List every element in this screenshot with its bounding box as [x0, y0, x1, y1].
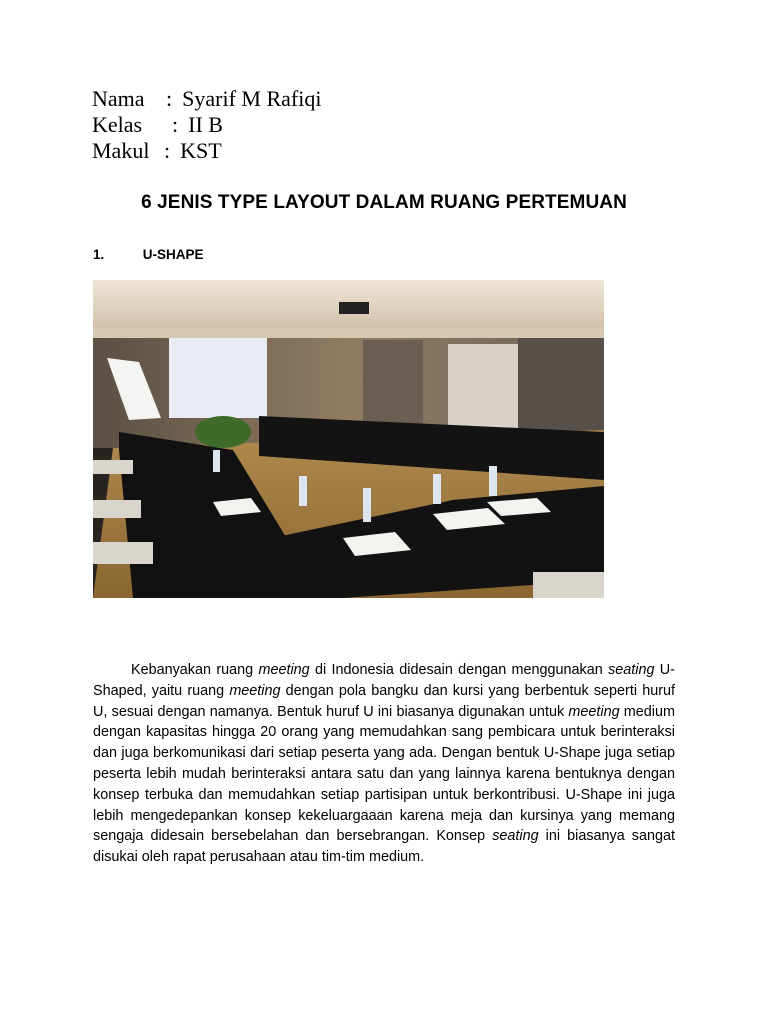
- info-separator: :: [166, 86, 173, 111]
- info-label: Makul: [92, 138, 150, 163]
- paragraph-text: U-Shaped, yaitu ruang: [93, 662, 675, 699]
- info-separator: :: [172, 112, 179, 137]
- paragraph-text: ini biasanya sangat disukai oleh rapat perusahaan atau tim-tim medium.: [93, 828, 675, 866]
- paragraph-text: medium dengan kapasitas hingga 20 orang yang memudahkan sang pembicara untuk berinteraksi dan juga berkomunikasi dari setiap peserta yang ada. Dengan bentuk U-Shape juga setiap peserta lebih mudah berinteraksi antara satu dan yang lainnya karena bentuknya dengan konsep terbuka dan memudahkan setiap partisipan untuk berkontribusi. U-Shape ini juga lebih mengedepankan konsep kekeluargaaan karena meja dan kursinya yang memang sengaja didesain bersebelahan dan bersebrangan. Konsep: [93, 703, 675, 845]
- meeting-room-photo: [93, 280, 604, 598]
- paragraph-text: di Indonesia didesain dengan menggunakan: [309, 662, 609, 678]
- info-row-nama: [92, 86, 321, 112]
- student-info: [92, 86, 321, 164]
- paragraph-text: dengan pola bangku dan kursi yang berbentuk seperti huruf U, sesuai dengan namanya. Bentuk huruf U ini biasanya digunakan untuk: [93, 682, 676, 720]
- page-title: 6 JENIS TYPE LAYOUT DALAM RUANG PERTEMUAN: [141, 192, 627, 213]
- paragraph-term: meeting: [229, 682, 281, 699]
- info-value: II B: [188, 112, 223, 137]
- info-row-kelas: [92, 112, 321, 138]
- section-heading: [93, 246, 204, 264]
- info-label: Kelas: [92, 112, 143, 137]
- info-value: KST: [180, 138, 222, 163]
- info-label: Nama: [92, 86, 145, 111]
- meeting-room-photo-icon: [93, 280, 604, 598]
- paragraph-term: meeting: [258, 662, 310, 678]
- section-number: 1.: [93, 247, 105, 262]
- paragraph-text: Kebanyakan ruang: [131, 662, 259, 678]
- info-separator: :: [164, 138, 171, 163]
- paragraph-term: meeting: [568, 703, 620, 720]
- info-row-makul: [92, 138, 321, 164]
- paragraph-term: seating: [492, 828, 539, 845]
- section-title: U-SHAPE: [142, 247, 204, 262]
- body-paragraph: [93, 660, 675, 868]
- info-value: Syarif M Rafiqi: [182, 86, 322, 111]
- paragraph-term: seating: [608, 662, 655, 678]
